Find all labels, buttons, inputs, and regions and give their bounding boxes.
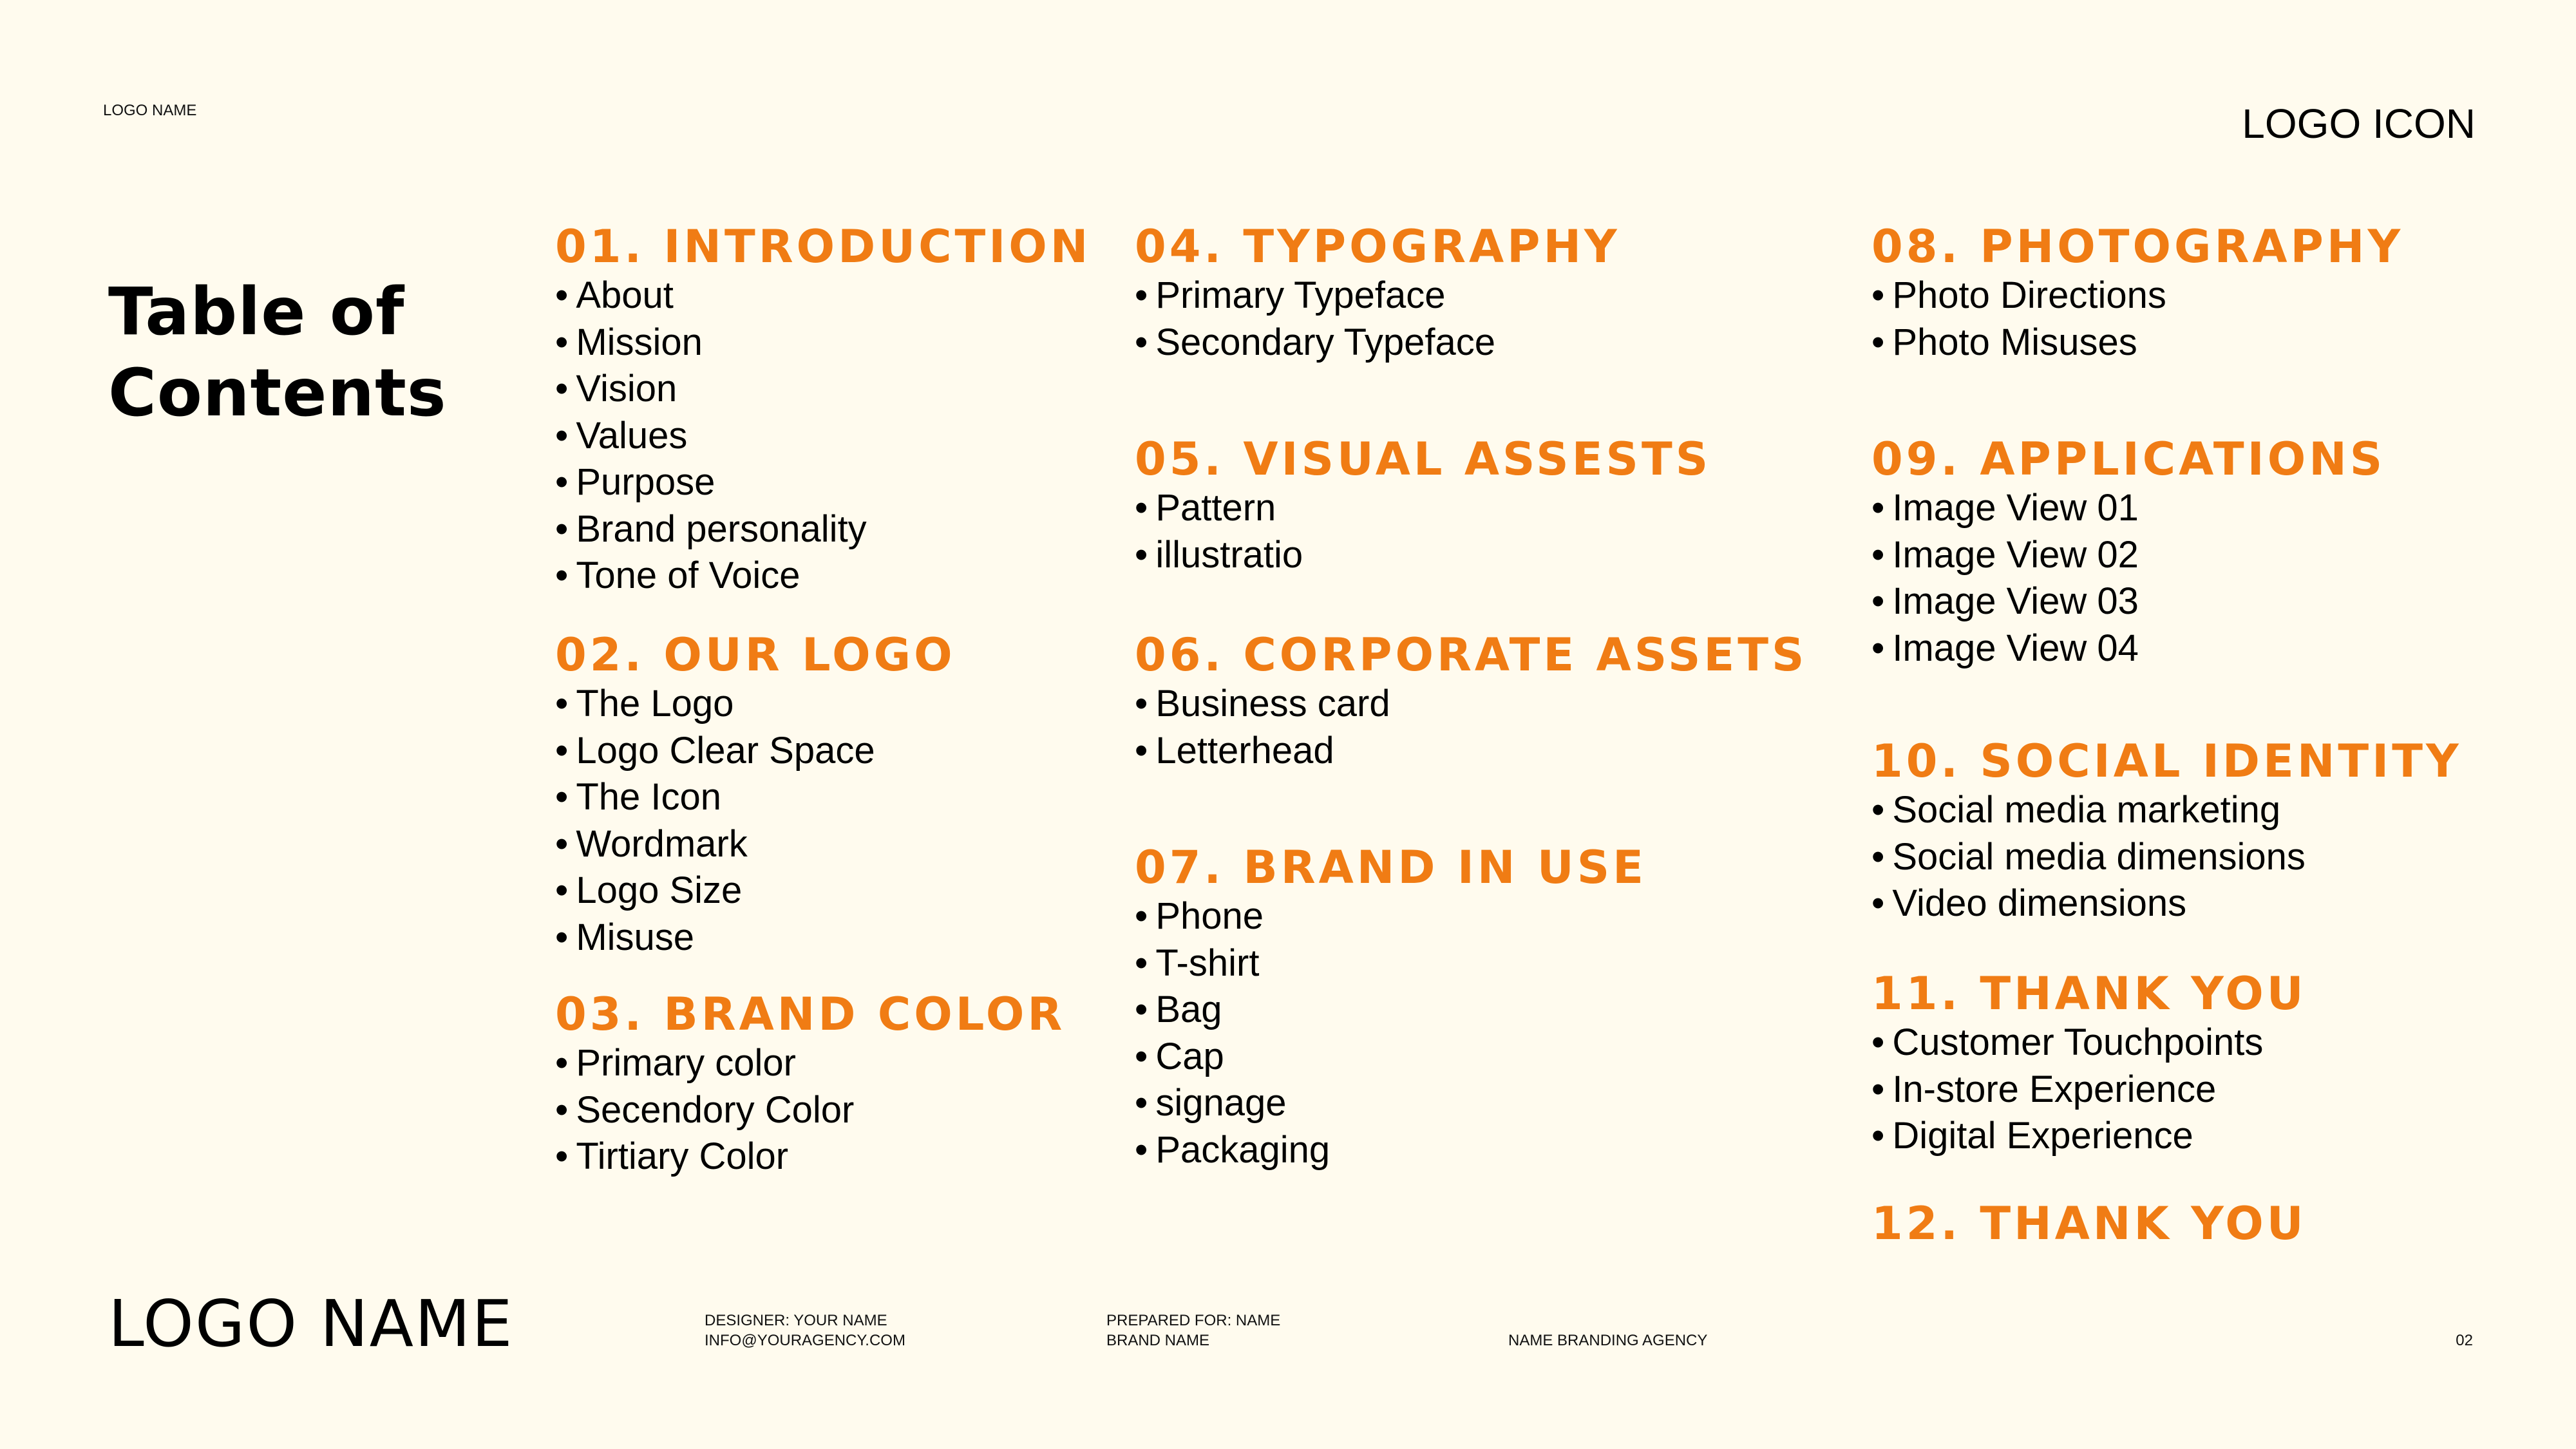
toc-section-04 [1135,221,1620,366]
list-item: • Tirtiary Color [555,1133,1065,1180]
list-item: • Purpose [555,459,1091,506]
list-item: • Video dimensions [1871,880,2462,927]
footer-agency: NAME BRANDING AGENCY [1508,1332,1708,1349]
section-heading: 01. INTRODUCTION [555,220,1092,273]
list-item: • Pattern [1135,485,1711,532]
section-items [1871,787,2462,927]
section-items [555,681,956,961]
toc-section-02 [555,629,956,961]
section-heading: 08. PHOTOGRAPHY [1871,220,2404,273]
footer-designer: DESIGNER: YOUR NAME [705,1312,887,1329]
section-items [1135,272,1620,366]
toc-section-10 [1871,735,2462,927]
footer-logo-name: LOGO NAME [108,1286,514,1361]
section-items [1135,893,1647,1173]
list-item: • Image View 03 [1871,578,2385,625]
list-item: • Tone of Voice [555,553,1091,600]
toc-section-03 [555,989,1065,1180]
list-item: • Misuse [555,914,956,961]
footer-email: INFO@YOURAGENCY.COM [705,1332,905,1349]
toc-section-12 [1871,1198,2307,1249]
section-items [1135,485,1711,578]
header-logo-icon-text: LOGO ICON [2242,100,2476,147]
list-item: • Secondary Typeface [1135,319,1620,366]
list-item: • signage [1135,1080,1647,1127]
list-item: • Values [555,413,1091,460]
section-heading: 11. THANK YOU [1871,967,2307,1020]
toc-section-11 [1871,968,2307,1160]
list-item: • Bag [1135,987,1647,1034]
list-item: • Social media marketing [1871,787,2462,834]
section-items [555,272,1091,600]
section-heading: 06. CORPORATE ASSETS [1135,629,1808,681]
section-heading: 09. APPLICATIONS [1871,433,2386,486]
section-items [555,1040,1065,1180]
page-number: 02 [2456,1332,2473,1349]
list-item: • Logo Size [555,867,956,914]
list-item: • Letterhead [1135,728,1807,775]
list-item: • Photo Misuses [1871,319,2403,366]
list-item: • Photo Directions [1871,272,2403,319]
list-item: • Image View 02 [1871,532,2385,579]
list-item: • Phone [1135,893,1647,940]
toc-section-09 [1871,433,2385,672]
page-title [108,272,447,434]
header-logo-name: LOGO NAME [103,102,197,119]
list-item: • Primary color [555,1040,1065,1087]
section-items [1871,485,2385,672]
list-item: • Image View 01 [1871,485,2385,532]
list-item: • In-store Experience [1871,1066,2307,1113]
list-item: • Vision [555,366,1091,413]
list-item: • Image View 04 [1871,625,2385,672]
section-heading: 05. VISUAL ASSESTS [1135,433,1712,486]
list-item: • Cap [1135,1034,1647,1081]
list-item: • Business card [1135,681,1807,728]
section-heading: 12. THANK YOU [1871,1197,2307,1250]
toc-section-01 [555,221,1091,600]
footer-designer-block [705,1311,905,1350]
section-items [1135,681,1807,774]
toc-section-08 [1871,221,2403,366]
list-item: • Secendory Color [555,1087,1065,1134]
toc-section-05 [1135,433,1711,578]
list-item: • Wordmark [555,821,956,868]
list-item: • illustratio [1135,532,1711,579]
section-items [1871,272,2403,366]
page-title-line-2: Contents [108,355,447,431]
list-item: • Brand personality [555,506,1091,553]
list-item: • Social media dimensions [1871,834,2462,881]
section-heading: 02. OUR LOGO [555,629,956,681]
list-item: • Mission [555,319,1091,366]
list-item: • The Icon [555,774,956,821]
footer-prepared-for: PREPARED FOR: NAME [1106,1312,1281,1329]
footer-prepared-block [1106,1311,1280,1350]
section-heading: 10. SOCIAL IDENTITY [1871,735,2462,788]
toc-section-07 [1135,842,1647,1173]
section-heading: 04. TYPOGRAPHY [1135,220,1620,273]
page-title-line-1: Table of [108,274,405,350]
list-item: • Digital Experience [1871,1113,2307,1160]
list-item: • The Logo [555,681,956,728]
list-item: • Customer Touchpoints [1871,1019,2307,1066]
toc-section-06 [1135,629,1807,774]
section-heading: 03. BRAND COLOR [555,988,1066,1041]
section-heading: 07. BRAND IN USE [1135,841,1647,894]
list-item: • T-shirt [1135,940,1647,987]
list-item: • About [555,272,1091,319]
section-items [1871,1019,2307,1160]
list-item: • Logo Clear Space [555,728,956,775]
list-item: • Packaging [1135,1127,1647,1174]
list-item: • Primary Typeface [1135,272,1620,319]
footer-brand-name: BRAND NAME [1106,1332,1210,1349]
